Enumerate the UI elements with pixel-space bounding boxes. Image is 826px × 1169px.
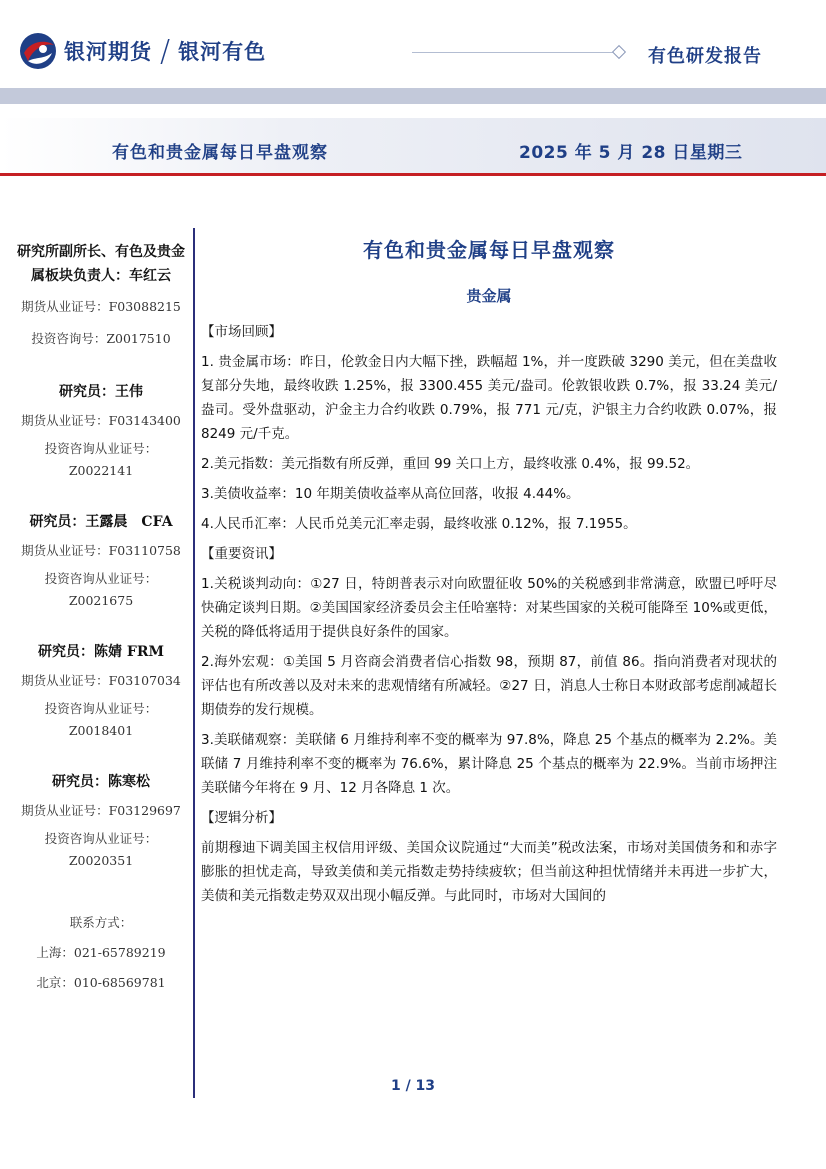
license-line: 投资咨询从业证号： (44, 701, 158, 716)
section-heading: 【逻辑分析】 (201, 810, 282, 826)
license-line: 投资咨询从业证号： (44, 441, 158, 456)
band-title: 有色和贵金属每日早盘观察 (112, 143, 328, 163)
header-band-top (0, 88, 826, 104)
diamond-icon (612, 45, 626, 59)
sidebar-divider (193, 228, 195, 1098)
license-line: 期货从业证号：F03129697 (21, 803, 181, 818)
section-heading: 【市场回顾】 (201, 324, 282, 340)
paragraph: 1.关税谈判动向：①27 日，特朗普表示对向欧盟征收 50%的关税感到非常满意，欧盟已呼吁尽快确定谈判日期。②美国国家经济委员会主任哈塞特：对某些国家的关税可能降至 10%或更低，关税的降低将适用于提供良好条件的国家。 (201, 576, 777, 640)
contact-beijing: 北京：010-68569781 (36, 975, 166, 990)
company-name: 银河期货 (64, 40, 152, 64)
license-line: 投资咨询号：Z0017510 (31, 331, 171, 346)
report-date: 2025 年 5 月 28 日星期三 (519, 143, 743, 163)
contact-label: 联系方式： (69, 915, 133, 930)
galaxy-logo-icon (18, 31, 58, 71)
department-name: 银河有色 (178, 40, 267, 64)
license-line: Z0022141 (68, 463, 134, 478)
license-line: 期货从业证号：F03107034 (21, 673, 181, 688)
analyst-name: 研究员：王伟 (59, 384, 143, 400)
report-body (201, 228, 777, 914)
analyst-sidebar (14, 240, 188, 994)
license-line: 投资咨询从业证号： (44, 571, 158, 586)
header-logo (18, 28, 266, 74)
analyst-name: 研究所副所长、有色及贵金属板块负责人：车红云 (17, 244, 185, 284)
section-heading: 【重要资讯】 (201, 546, 282, 562)
analyst-block (14, 640, 188, 742)
paragraph: 2.美元指数：美元指数有所反弹，重回 99 关口上方，最终收涨 0.4%，报 99.52。 (201, 456, 700, 472)
license-line: Z0018401 (68, 723, 134, 738)
analyst-block (14, 380, 188, 482)
analyst-name: 研究员：陈婧 FRM (38, 644, 164, 660)
analyst-name: 研究员：陈寒松 (52, 774, 150, 790)
analyst-block (14, 240, 188, 350)
header-decor-line (412, 52, 616, 53)
paragraph: 3.美债收益率：10 年期美债收益率从高位回落，收报 4.44%。 (201, 486, 580, 502)
report-type: 有色研发报告 (648, 46, 762, 67)
license-line: 期货从业证号：F03143400 (21, 413, 181, 428)
license-line: 投资咨询从业证号： (44, 831, 158, 846)
analyst-block (14, 770, 188, 872)
page-number: 1 / 13 (390, 1078, 436, 1094)
license-line: 期货从业证号：F03088215 (21, 299, 181, 314)
paragraph: 4.人民币汇率：人民币兑美元汇率走弱，最终收涨 0.12%，报 7.1955。 (201, 516, 637, 532)
section-subtitle: 贵金属 (466, 287, 512, 305)
license-line: Z0021675 (68, 593, 134, 608)
title-band-accent (0, 173, 826, 176)
logo-divider: / (160, 33, 171, 69)
paragraph: 1. 贵金属市场：昨日，伦敦金日内大幅下挫，跌幅超 1%，并一度跌破 3290 美元，但在美盘收复部分失地，最终收跌 1.25%，报 3300.455 美元/盎司。伦敦银收跌 0.7%，报 33.24 美元/盎司。受外盘驱动，沪金主力合约收跌 0.79%，报 771 元/克，沪银主力合约收跌 0.07%，报 8249 元/千克。 (201, 354, 777, 442)
paragraph: 2.海外宏观：①美国 5 月咨商会消费者信心指数 98，预期 87，前值 86。指向消费者对现状的评估也有所改善以及对未来的悲观情绪有所减轻。②27 日，消息人士称日本财政部考虑削减超长期债券的发行规模。 (201, 654, 777, 718)
analyst-block (14, 510, 188, 612)
license-line: Z0020351 (68, 853, 134, 868)
license-line: 期货从业证号：F03110758 (21, 543, 181, 558)
report-title: 有色和贵金属每日早盘观察 (363, 238, 615, 262)
contact-shanghai: 上海：021-65789219 (36, 945, 166, 960)
paragraph: 3.美联储观察：美联储 6 月维持利率不变的概率为 97.8%，降息 25 个基点的概率为 2.2%。美联储 7 月维持利率不变的概率为 76.6%，累计降息 25 个基点的概率为 22.9%。当前市场押注美联储今年将在 9 月、12 月各降息 1 次。 (201, 732, 777, 796)
paragraph: 前期穆迪下调美国主权信用评级、美国众议院通过“大而美”税改法案，市场对美国债务和和赤字膨胀的担忧走高，导致美债和美元指数走势持续疲软；但当前这种担忧情绪并未再进一步扩大，美债和美元指数走势双双出现小幅反弹。与此同时，市场对大国间的 (201, 840, 777, 904)
analyst-name: 研究员：王露晨 CFA (29, 514, 173, 530)
contact-block (14, 912, 188, 994)
